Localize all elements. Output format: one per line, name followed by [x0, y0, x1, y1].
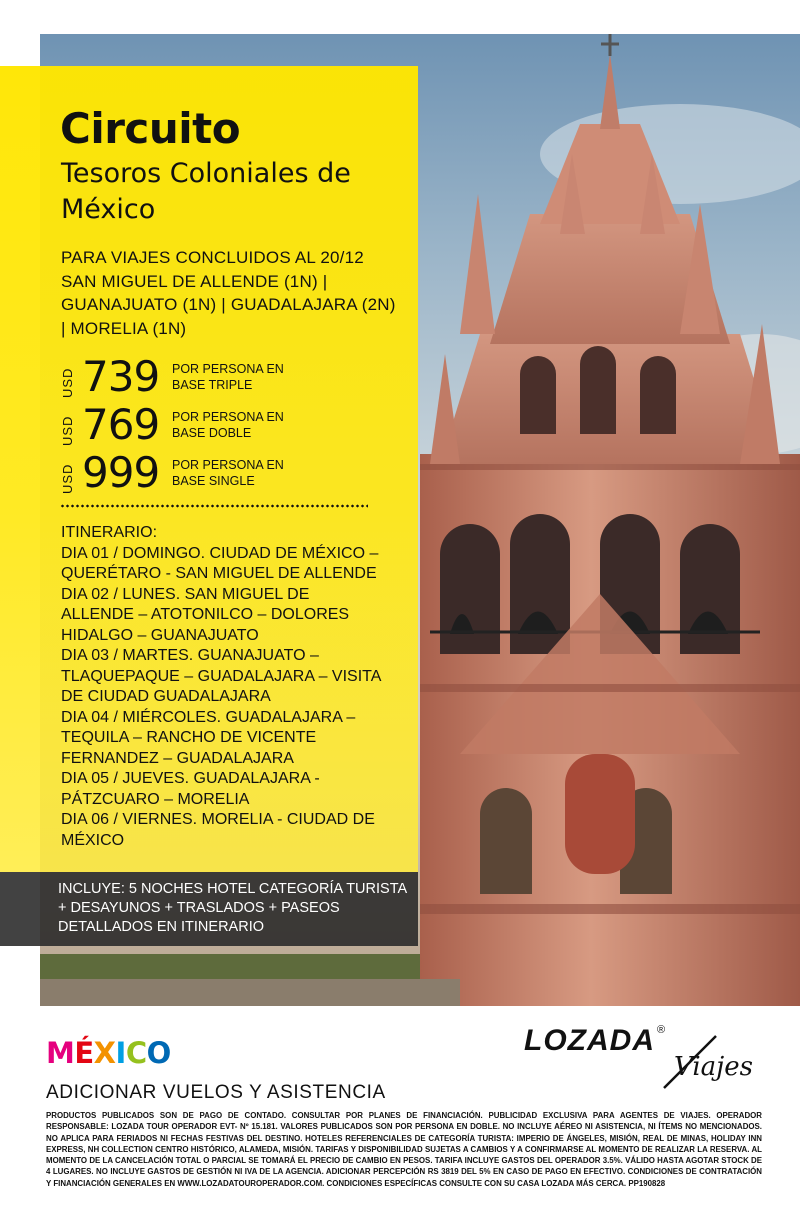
includes-text: INCLUYE: 5 NOCHES HOTEL CATEGORÍA TURISTA + DESAYUNOS + TRASLADOS + PASEOS DETALLADOS EN ITINERARIO [58, 881, 407, 935]
price-amount: 999 [82, 448, 160, 497]
legal-disclaimer: PRODUCTOS PUBLICADOS SON DE PAGO DE CONTADO. CONSULTAR POR PLANES DE FINANCIACIÓN. PUBLICIDAD EXCLUSIVA PARA AGENTES DE VIAJES. OPERADOR RESPONSABLE: LOZADA TOUR OPERADOR EVT- Nº 15.181. VALORES PUBLICADOS SON POR PERSONA EN DOBLE. NO INCLUYE AÉREO NI ASISTENCIA, NI ÍTEMS NO MENCIONADOS. NO APLICA PARA FERIADOS NI FECHAS FESTIVAS DEL DESTINO. HOTELES REFERENCIALES DE CATEGORÍA TURISTA: IMPERIO DE ÁNGELES, MISIÓN, REAL DE MINAS, HOLIDAY INN EXPRESS, NH COLLECTION CENTRO HISTÓRICO, ALAMEDA, MISIÓN. TARIFAS Y DISPONIBILIDAD SUJETAS A CAMBIOS Y A CONFIRMARSE AL MOMENTO DE REALIZAR LA RESERVA. AL MOMENTO DE LA CANCELACIÓN TOTAL O PARCIAL SE TOMARÁ EL PRECIO DE CAMBIO EN PESOS. TARIFA INCLUYE GASTOS DEL OPERADOR 3.5%. VÁLIDO HASTA AGOTAR STOCK DE 4 LUGARES. NO INCLUYE GASTOS DE GESTIÓN NI IVA DE LA AGENCIA. ADICIONAR PERCEPCIÓN RS 3819 DEL 5% EN CASO DE PAGO EN EFECTIVO. CONDICIONES DE CONTRATACIÓN Y FINANCIACIÓN GENERALES EN WWW.LOZADATOUROPERADOR.COM. CONDICIONES ESPECÍFICAS CONSULTE CON SU CASA LOZADA MÁS CERCA. PP190828 [46, 1111, 762, 1188]
price-description: POR PERSONA EN BASE SINGLE [172, 458, 284, 488]
itinerary-day: DIA 03 / MARTES. GUANAJUATO – TLAQUEPAQUE – GUADALAJARA – VISITA DE CIUDAD GUADALAJARA [61, 647, 381, 705]
mexico-logo-letter: O [146, 1036, 171, 1070]
page-title: Circuito [60, 104, 241, 153]
itinerary-day: DIA 04 / MIÉRCOLES. GUADALAJARA – TEQUILA – RANCHO DE VICENTE FERNANDEZ – GUADALAJARA [61, 708, 356, 767]
itinerary-day: DIA 01 / DOMINGO. CIUDAD DE MÉXICO – QUERÉTARO - SAN MIGUEL DE ALLENDE [61, 544, 379, 582]
itinerary-day: DIA 02 / LUNES. SAN MIGUEL DE ALLENDE – ATOTONILCO – DOLORES HIDALGO – GUANAJUATO [61, 585, 350, 644]
route-text: PARA VIAJES CONCLUIDOS AL 20/12 SAN MIGUEL DE ALLENDE (1N) | GUANAJUATO (1N) | GUADALAJARA (2N) | MORELIA (1N) [61, 248, 396, 338]
price-amount: 739 [82, 352, 160, 401]
price-currency: USD [60, 463, 75, 495]
viajes-wordmark: Viajes [674, 1052, 753, 1082]
price-description: POR PERSONA EN BASE DOBLE [172, 410, 284, 440]
price-row-single [60, 448, 390, 502]
mexico-logo-letter: É [74, 1036, 94, 1070]
price-currency: USD [60, 415, 75, 447]
itinerary [61, 523, 381, 851]
mexico-logo-letter: X [93, 1036, 116, 1070]
mexico-logo-letter: I [115, 1036, 126, 1070]
price-currency: USD [60, 367, 75, 399]
mexico-logo-letter: C [125, 1036, 147, 1070]
price-row-double [60, 400, 390, 454]
price-description: POR PERSONA EN BASE TRIPLE [172, 362, 284, 392]
registered-mark: ® [657, 1024, 666, 1036]
itinerary-label: ITINERARIO: [61, 524, 158, 541]
mexico-logo [46, 1036, 171, 1070]
price-amount: 769 [82, 400, 160, 449]
cta-add-flights: ADICIONAR VUELOS Y ASISTENCIA [46, 1082, 386, 1103]
itinerary-day: DIA 06 / VIERNES. MORELIA - CIUDAD DE MÉXICO [61, 811, 375, 849]
mexico-logo-letter: M [46, 1036, 75, 1070]
page-subtitle: Tesoros Coloniales de México [61, 158, 351, 225]
itinerary-day: DIA 05 / JUEVES. GUADALAJARA - PÁTZCUARO – MORELIA [61, 770, 320, 808]
lozada-logo [524, 1024, 764, 1088]
dotted-divider [60, 504, 368, 508]
price-row-triple [60, 352, 390, 406]
lozada-wordmark: LOZADA [524, 1024, 655, 1057]
